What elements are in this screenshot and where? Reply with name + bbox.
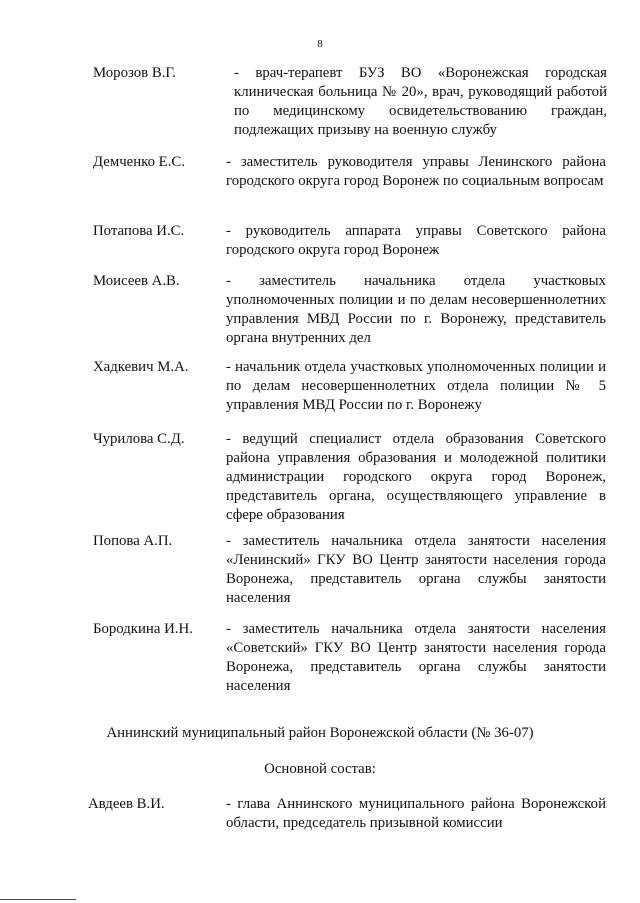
member-role: - врач-терапевт БУЗ ВО «Воронежская городская клиническая больница № 20», врач, руководящий работой по медицинскому освидетельствованию граждан, подлежащих призыву на военную службу <box>234 65 607 138</box>
member-role: - руководитель аппарата управы Советского района городского округа город Воронеж <box>226 223 606 258</box>
member-role: - заместитель начальника отдела занятости населения «Ленинский» ГКУ ВО Центр занятости населения города Воронежа, представитель органа службы занятости населения <box>226 533 606 606</box>
member-name: Моисеев А.В. <box>93 273 180 289</box>
member-name: Попова А.П. <box>93 533 173 549</box>
district-heading: Аннинский муниципальный район Воронежской области (№ 36-07) <box>106 725 534 741</box>
composition-heading: Основной состав: <box>264 761 376 777</box>
member-name: Потапова И.С. <box>93 223 185 239</box>
member-role: - глава Аннинского муниципального района Воронежской области, председатель призывной комиссии <box>226 796 606 831</box>
member-name: Хадкевич М.А. <box>93 359 189 375</box>
member-role: - ведущий специалист отдела образования Советского района управления образования и молодежной политики администрации городского округа город Воронеж, представитель органа, осуществляющего управление в сфере образования <box>226 431 606 523</box>
member-role: - начальник отдела участковых уполномоченных полиции и по делам несовершеннолетних отдела полиции № 5 управления МВД России по г. Воронежу <box>226 359 606 413</box>
member-role: - заместитель начальника отдела участковых уполномоченных полиции и по делам несовершеннолетних управления МВД России по г. Воронежу, представитель органа внутренних дел <box>226 273 606 346</box>
footnote-divider <box>0 899 76 900</box>
member-name: Авдеев В.И. <box>88 796 165 812</box>
member-name: Чурилова С.Д. <box>93 431 185 447</box>
page-number: 8 <box>317 38 323 50</box>
member-name: Морозов В.Г. <box>93 65 176 81</box>
member-role: - заместитель начальника отдела занятости населения «Советский» ГКУ ВО Центр занятости населения города Воронежа, представитель органа службы занятости населения <box>226 621 606 694</box>
member-role: - заместитель руководителя управы Ленинского района городского округа город Воронеж по социальным вопросам <box>226 154 606 189</box>
member-name: Бородкина И.Н. <box>93 621 193 637</box>
member-name: Демченко Е.С. <box>93 154 185 170</box>
